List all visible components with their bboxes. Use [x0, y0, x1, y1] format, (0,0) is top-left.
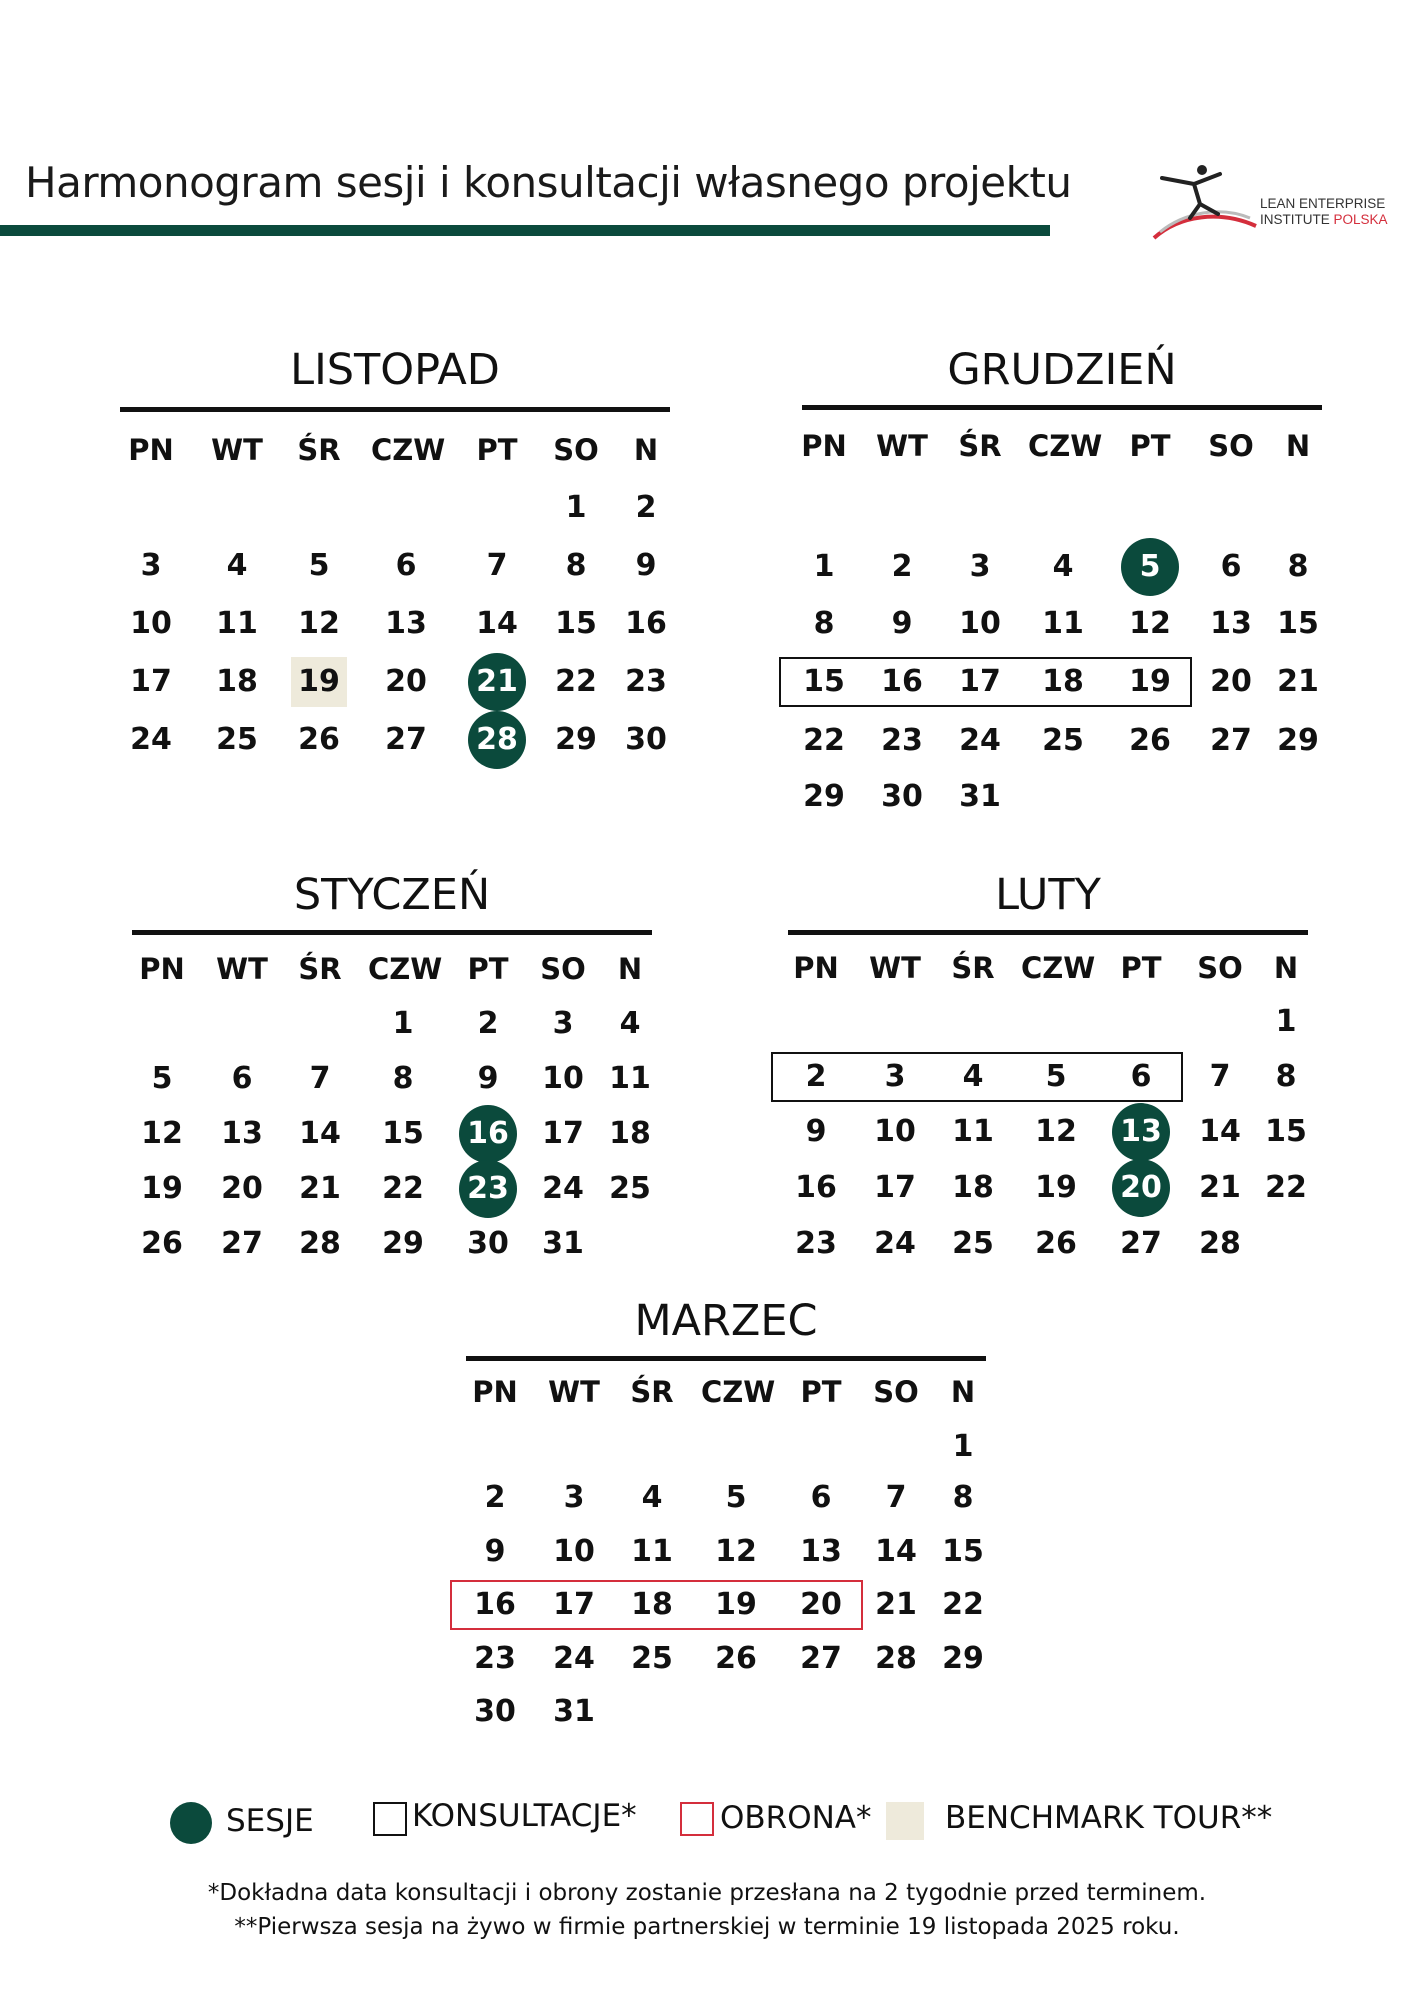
- day-cell: 15: [1277, 606, 1319, 641]
- day-cell: 2: [805, 1059, 827, 1094]
- day-cell: 23: [474, 1641, 516, 1676]
- day-cell: 16: [795, 1170, 837, 1205]
- day-cell: 8: [952, 1480, 974, 1515]
- day-cell: 8: [1275, 1059, 1297, 1094]
- day-cell: 29: [1277, 723, 1319, 758]
- legend-defense-label: OBRONA*: [720, 1800, 872, 1836]
- day-cell: 3: [552, 1006, 574, 1041]
- day-cell: 21: [1199, 1170, 1241, 1205]
- day-cell: 18: [216, 664, 258, 699]
- day-cell: 1: [1275, 1004, 1297, 1039]
- day-cell: 28: [875, 1641, 917, 1676]
- day-cell: 31: [542, 1226, 584, 1261]
- weekday-header: CZW: [1028, 429, 1103, 463]
- day-cell: 25: [609, 1171, 651, 1206]
- weekday-header: N: [1285, 429, 1311, 463]
- day-cell: 20: [221, 1171, 263, 1206]
- day-cell: 20: [800, 1587, 842, 1622]
- page-title: Harmonogram sesji i konsultacji własnego projektu: [25, 158, 1072, 207]
- day-cell: 3: [884, 1059, 906, 1094]
- day-cell: 12: [298, 606, 340, 641]
- day-cell: 15: [1265, 1114, 1307, 1149]
- day-cell: 12: [1035, 1114, 1077, 1149]
- day-cell: 11: [952, 1114, 994, 1149]
- day-cell: 10: [542, 1061, 584, 1096]
- day-cell: 26: [1129, 723, 1171, 758]
- day-cell: 9: [805, 1114, 827, 1149]
- day-cell: 11: [1042, 606, 1084, 641]
- weekday-header: N: [617, 952, 643, 986]
- day-cell: 15: [803, 664, 845, 699]
- day-cell: 14: [476, 606, 518, 641]
- day-cell: 16: [881, 664, 923, 699]
- day-cell: 26: [141, 1226, 183, 1261]
- day-cell: 10: [959, 606, 1001, 641]
- month-name: LUTY: [995, 870, 1101, 920]
- footnote-consultation: *Dokładna data konsultacji i obrony zostanie przesłana na 2 tygodnie przed terminem.: [207, 1880, 1207, 1906]
- day-cell: 6: [1130, 1059, 1152, 1094]
- day-cell: 25: [631, 1641, 673, 1676]
- day-cell: 9: [484, 1534, 506, 1569]
- day-cell: 23: [881, 723, 923, 758]
- day-cell: 24: [542, 1171, 584, 1206]
- legend-session-label: SESJE: [226, 1803, 314, 1839]
- day-cell: 3: [969, 549, 991, 584]
- day-cell: 28: [299, 1226, 341, 1261]
- day-cell: 28: [462, 717, 532, 763]
- legend: [0, 1790, 1414, 1850]
- day-cell: 24: [959, 723, 1001, 758]
- weekday-header: PT: [800, 1375, 842, 1409]
- legend-consultation-swatch: [373, 1802, 407, 1836]
- day-cell: 2: [635, 490, 657, 525]
- legend-consultation-label: KONSULTACJE*: [412, 1798, 637, 1834]
- weekday-header: PN: [128, 433, 174, 467]
- day-cell: 28: [1199, 1226, 1241, 1261]
- month-luty: [788, 870, 1308, 1284]
- weekday-header: N: [633, 433, 659, 467]
- day-cell: 13: [800, 1534, 842, 1569]
- day-cell: 27: [221, 1226, 263, 1261]
- day-cell: 23: [795, 1226, 837, 1261]
- legend-benchmark-swatch: [886, 1802, 924, 1840]
- month-name: MARZEC: [634, 1296, 818, 1346]
- logo-line-1: LEAN ENTERPRISE: [1260, 196, 1386, 211]
- day-cell: 15: [555, 606, 597, 641]
- day-cell: 2: [484, 1480, 506, 1515]
- day-cell: 13: [1210, 606, 1252, 641]
- day-cell: 29: [555, 722, 597, 757]
- day-cell: 27: [1210, 723, 1252, 758]
- weekday-header: SO: [540, 952, 586, 986]
- day-cell: 1: [813, 549, 835, 584]
- weekday-header: PT: [1120, 951, 1162, 985]
- day-cell: 6: [231, 1061, 253, 1096]
- day-cell: 19: [1035, 1170, 1077, 1205]
- weekday-header: WT: [216, 952, 268, 986]
- day-cell: 9: [477, 1061, 499, 1096]
- day-cell: 30: [467, 1226, 509, 1261]
- weekday-header: N: [950, 1375, 976, 1409]
- day-cell: 8: [565, 548, 587, 583]
- month-name: GRUDZIEŃ: [947, 345, 1177, 395]
- logo: [1150, 160, 1390, 250]
- month-name: STYCZEŃ: [293, 870, 491, 920]
- weekday-header: SO: [873, 1375, 919, 1409]
- weekday-header: CZW: [371, 433, 446, 467]
- day-cell: 22: [1265, 1170, 1307, 1205]
- day-cell: 4: [641, 1480, 663, 1515]
- day-cell: 19: [141, 1171, 183, 1206]
- title-underline: [0, 225, 1050, 236]
- day-cell: 4: [226, 548, 248, 583]
- weekday-header: CZW: [701, 1375, 776, 1409]
- day-cell: 13: [221, 1116, 263, 1151]
- day-cell: 3: [140, 548, 162, 583]
- month-marzec: [466, 1296, 986, 1752]
- day-cell: 2: [477, 1006, 499, 1041]
- month-name: LISTOPAD: [290, 345, 500, 395]
- logo-text: [1260, 196, 1388, 228]
- weekday-header: SO: [553, 433, 599, 467]
- day-cell: 24: [130, 722, 172, 757]
- day-cell: 18: [631, 1587, 673, 1622]
- day-cell: 13: [385, 606, 427, 641]
- day-cell: 8: [1287, 549, 1309, 584]
- weekday-header: ŚR: [297, 433, 341, 467]
- weekday-header: PT: [467, 952, 509, 986]
- day-cell: 1: [565, 490, 587, 525]
- day-cell: 16: [474, 1587, 516, 1622]
- day-cell: 8: [392, 1061, 414, 1096]
- logo-institute: INSTITUTE: [1260, 212, 1330, 227]
- day-cell: 5: [1115, 544, 1185, 590]
- day-cell: 22: [555, 664, 597, 699]
- day-cell: 17: [553, 1587, 595, 1622]
- day-cell: 23: [625, 664, 667, 699]
- day-cell: 22: [803, 723, 845, 758]
- day-cell: 23: [453, 1166, 523, 1212]
- weekday-header: CZW: [368, 952, 443, 986]
- weekday-header: WT: [876, 429, 928, 463]
- weekday-header: ŚR: [951, 951, 995, 985]
- month-grudzien: [802, 345, 1322, 837]
- weekday-header: WT: [548, 1375, 600, 1409]
- weekday-header: ŚR: [958, 429, 1002, 463]
- day-cell: 20: [385, 664, 427, 699]
- weekday-header: ŚR: [298, 952, 342, 986]
- day-cell: 24: [553, 1641, 595, 1676]
- day-cell: 17: [874, 1170, 916, 1205]
- day-cell: 21: [299, 1171, 341, 1206]
- day-cell: 14: [299, 1116, 341, 1151]
- day-cell: 16: [625, 606, 667, 641]
- legend-defense-swatch: [680, 1802, 714, 1836]
- day-cell: 17: [542, 1116, 584, 1151]
- day-cell: 6: [1220, 549, 1242, 584]
- day-cell: 29: [942, 1641, 984, 1676]
- day-cell: 10: [553, 1534, 595, 1569]
- weekday-header: WT: [211, 433, 263, 467]
- day-cell: 24: [874, 1226, 916, 1261]
- day-cell: 30: [625, 722, 667, 757]
- day-cell: 7: [885, 1480, 907, 1515]
- day-cell: 25: [216, 722, 258, 757]
- day-cell: 15: [382, 1116, 424, 1151]
- day-cell: 19: [284, 659, 354, 705]
- day-cell: 12: [715, 1534, 757, 1569]
- day-cell: 1: [392, 1006, 414, 1041]
- day-cell: 25: [1042, 723, 1084, 758]
- logo-polska: POLSKA: [1333, 212, 1388, 227]
- day-cell: 26: [715, 1641, 757, 1676]
- day-cell: 11: [609, 1061, 651, 1096]
- day-cell: 29: [382, 1226, 424, 1261]
- day-cell: 27: [1120, 1226, 1162, 1261]
- day-cell: 30: [881, 779, 923, 814]
- day-cell: 12: [1129, 606, 1171, 641]
- weekday-header: SO: [1197, 951, 1243, 985]
- day-cell: 7: [486, 548, 508, 583]
- day-cell: 27: [800, 1641, 842, 1676]
- day-cell: 14: [1199, 1114, 1241, 1149]
- weekday-header: PN: [793, 951, 839, 985]
- day-cell: 21: [1277, 664, 1319, 699]
- day-cell: 6: [395, 548, 417, 583]
- day-cell: 16: [453, 1111, 523, 1157]
- day-cell: 7: [1209, 1059, 1231, 1094]
- day-cell: 12: [141, 1116, 183, 1151]
- weekday-header: SO: [1208, 429, 1254, 463]
- legend-session-swatch: [170, 1802, 212, 1844]
- weekday-header: ŚR: [630, 1375, 674, 1409]
- day-cell: 5: [725, 1480, 747, 1515]
- day-cell: 4: [962, 1059, 984, 1094]
- weekday-header: PT: [476, 433, 518, 467]
- day-cell: 29: [803, 779, 845, 814]
- weekday-header: PN: [139, 952, 185, 986]
- day-cell: 11: [216, 606, 258, 641]
- day-cell: 14: [875, 1534, 917, 1569]
- day-cell: 10: [130, 606, 172, 641]
- day-cell: 30: [474, 1694, 516, 1729]
- day-cell: 31: [553, 1694, 595, 1729]
- day-cell: 17: [959, 664, 1001, 699]
- day-cell: 9: [891, 606, 913, 641]
- day-cell: 5: [308, 548, 330, 583]
- day-cell: 31: [959, 779, 1001, 814]
- weekday-header: PN: [801, 429, 847, 463]
- day-cell: 21: [462, 659, 532, 705]
- day-cell: 2: [891, 549, 913, 584]
- day-cell: 25: [952, 1226, 994, 1261]
- day-cell: 4: [619, 1006, 641, 1041]
- day-cell: 26: [1035, 1226, 1077, 1261]
- day-cell: 5: [151, 1061, 173, 1096]
- day-cell: 22: [382, 1171, 424, 1206]
- day-cell: 19: [715, 1587, 757, 1622]
- day-cell: 21: [875, 1587, 917, 1622]
- footnote-benchmark: **Pierwsza sesja na żywo w firmie partnerskiej w terminie 19 listopada 2025 roku.: [234, 1914, 1180, 1940]
- day-cell: 18: [1042, 664, 1084, 699]
- day-cell: 8: [813, 606, 835, 641]
- day-cell: 18: [609, 1116, 651, 1151]
- day-cell: 19: [1129, 664, 1171, 699]
- weekday-header: PN: [472, 1375, 518, 1409]
- day-cell: 5: [1045, 1059, 1067, 1094]
- weekday-header: N: [1273, 951, 1299, 985]
- day-cell: 15: [942, 1534, 984, 1569]
- day-cell: 7: [309, 1061, 331, 1096]
- day-cell: 13: [1106, 1109, 1176, 1155]
- weekday-header: WT: [869, 951, 921, 985]
- logo-figure-icon: [1150, 160, 1260, 250]
- day-cell: 1: [952, 1429, 974, 1464]
- day-cell: 3: [563, 1480, 585, 1515]
- day-cell: 20: [1106, 1165, 1176, 1211]
- day-cell: 10: [874, 1114, 916, 1149]
- day-cell: 22: [942, 1587, 984, 1622]
- legend-benchmark-label: BENCHMARK TOUR**: [945, 1800, 1273, 1836]
- weekday-header: PT: [1129, 429, 1171, 463]
- logo-line-2: [1260, 212, 1388, 228]
- day-cell: 6: [810, 1480, 832, 1515]
- day-cell: 27: [385, 722, 427, 757]
- day-cell: 9: [635, 548, 657, 583]
- day-cell: 20: [1210, 664, 1252, 699]
- day-cell: 18: [952, 1170, 994, 1205]
- day-cell: 4: [1052, 549, 1074, 584]
- weekday-header: CZW: [1021, 951, 1096, 985]
- day-cell: 26: [298, 722, 340, 757]
- month-listopad: [120, 345, 670, 780]
- day-cell: 11: [631, 1534, 673, 1569]
- month-styczen: [132, 870, 652, 1284]
- day-cell: 17: [130, 664, 172, 699]
